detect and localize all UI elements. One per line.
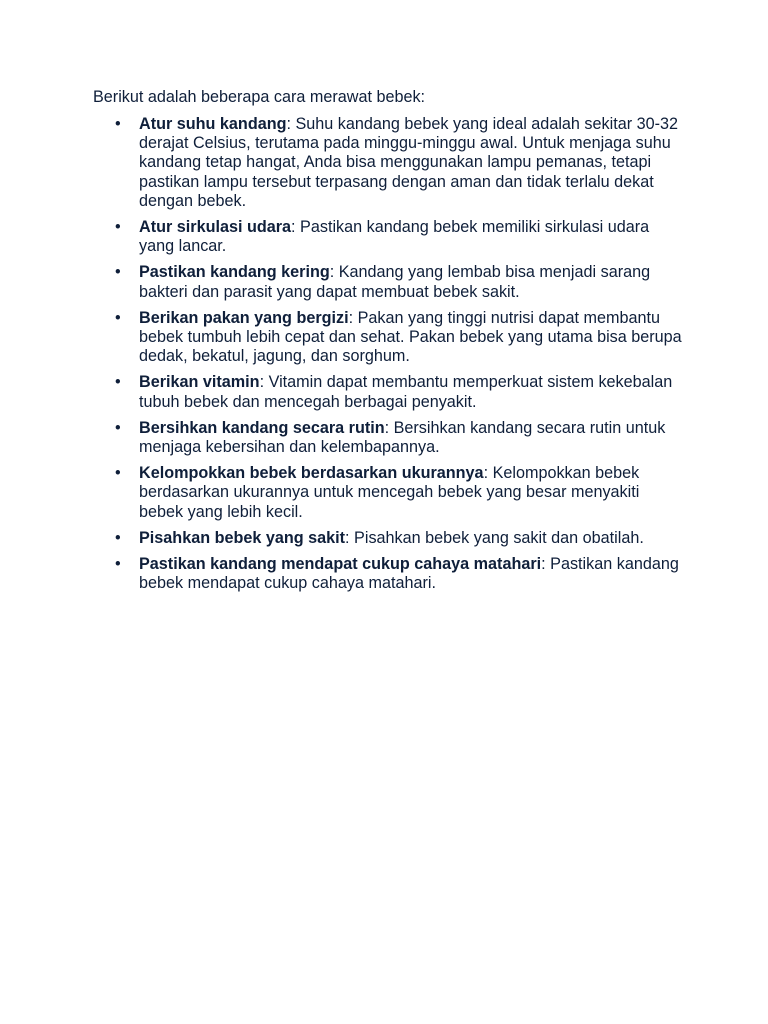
list-item <box>115 373 684 411</box>
bullet-icon: • <box>115 218 121 237</box>
tip-text: Suhu kandang bebek yang ideal adalah sekitar 30-32 derajat Celsius, terutama pada minggu-minggu awal. Untuk menjaga suhu kandang tetap hangat, Anda bisa menggunakan lampu pemanas, tetapi pastikan lampu tersebut terpasang dengan aman dan tidak terlalu dekat dengan bebek. <box>139 115 678 210</box>
tip-text: Vitamin dapat membantu memperkuat sistem kekebalan tubuh bebek dan mencegah berbagai penyakit. <box>139 373 673 411</box>
tip-title: Berikan vitamin <box>139 373 260 392</box>
list-item <box>115 464 684 522</box>
tip-title: Atur suhu kandang <box>139 115 287 133</box>
tip-title: Pastikan kandang kering <box>139 263 330 282</box>
tip-separator: : <box>348 308 358 327</box>
tip-text: Bersihkan kandang secara rutin untuk menjaga kebersihan dan kelembapannya. <box>139 418 666 457</box>
list-item <box>115 263 684 301</box>
tip-separator: : <box>345 528 355 547</box>
tip-text: Pastikan kandang bebek mendapat cukup cahaya matahari. <box>139 555 679 593</box>
bullet-icon: • <box>115 555 121 574</box>
tip-title: Bersihkan kandang secara rutin <box>139 418 385 437</box>
care-tips-list <box>115 115 684 600</box>
tip-text: Pisahkan bebek yang sakit dan obatilah. <box>354 528 644 547</box>
bullet-icon: • <box>115 528 121 547</box>
tip-separator: : <box>384 418 394 437</box>
tip-separator: : <box>483 464 493 483</box>
bullet-icon: • <box>115 373 121 392</box>
tip-text: Kandang yang lembab bisa menjadi sarang bakteri dan parasit yang dapat membuat bebek sakit. <box>139 263 651 301</box>
tip-text: Pakan yang tinggi nutrisi dapat membantu bebek tumbuh lebih cepat dan sehat. Pakan bebek yang utama bisa berupa dedak, bekatul, jagung, dan sorghum. <box>139 308 682 366</box>
bullet-icon: • <box>115 263 121 282</box>
list-item <box>115 115 684 211</box>
list-item <box>115 528 684 548</box>
tip-title: Kelompokkan bebek berdasarkan ukurannya <box>139 464 484 483</box>
list-item <box>115 218 684 256</box>
tip-separator: : <box>541 555 551 574</box>
tip-separator: : <box>286 115 296 133</box>
tip-text: Pastikan kandang bebek memiliki sirkulasi udara yang lancar. <box>139 218 650 256</box>
tip-text: Kelompokkan bebek berdasarkan ukurannya untuk mencegah bebek yang besar menyakiti bebek yang lebih kecil. <box>139 464 640 521</box>
intro-text: Berikut adalah beberapa cara merawat bebek: <box>93 88 426 106</box>
list-item <box>115 308 684 367</box>
tip-title: Pastikan kandang mendapat cukup cahaya matahari <box>139 555 542 574</box>
bullet-icon: • <box>115 308 121 327</box>
bullet-icon: • <box>115 418 121 437</box>
tip-separator: : <box>329 263 339 282</box>
list-item <box>115 555 684 593</box>
list-item <box>115 418 684 457</box>
tip-title: Atur sirkulasi udara <box>139 218 292 237</box>
tip-title: Pisahkan bebek yang sakit <box>139 528 346 547</box>
bullet-icon: • <box>115 464 121 483</box>
tip-separator: : <box>291 218 301 237</box>
tip-separator: : <box>259 373 269 392</box>
bullet-icon: • <box>115 115 121 133</box>
tip-title: Berikan pakan yang bergizi <box>139 308 349 327</box>
